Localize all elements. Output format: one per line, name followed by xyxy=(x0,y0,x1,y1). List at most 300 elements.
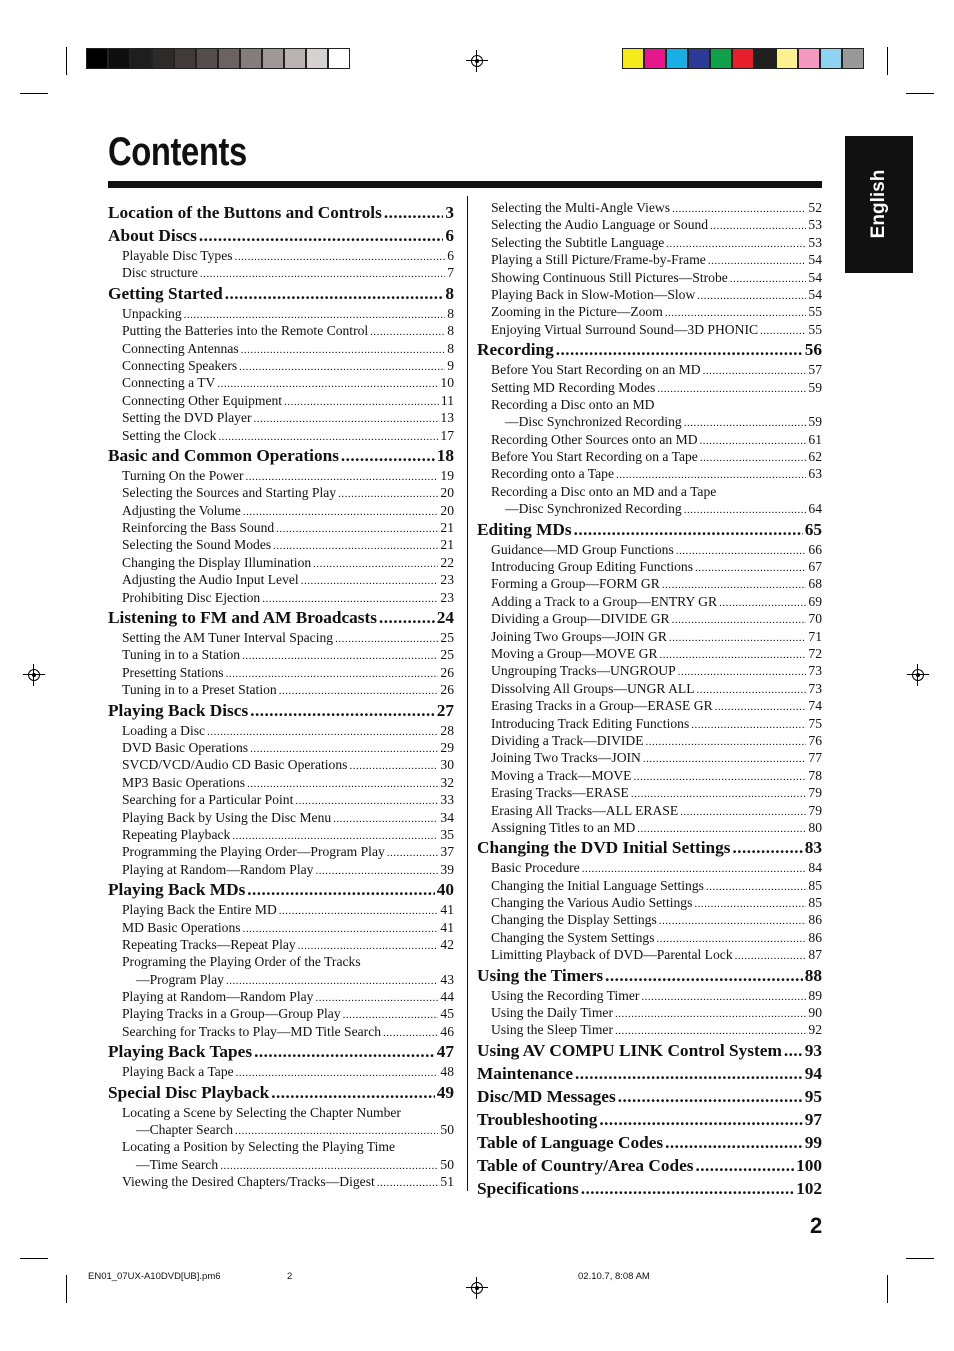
toc-entry-title: About Discs xyxy=(108,226,197,245)
toc-entry-title: Repeating Tracks—Repeat Play xyxy=(122,936,296,952)
dot-leader xyxy=(279,903,439,918)
toc-entry[interactable] xyxy=(477,269,822,286)
color-swatch xyxy=(798,48,820,69)
toc-entry-title: Unpacking xyxy=(122,305,182,321)
toc-section-entry[interactable] xyxy=(477,1039,822,1062)
dot-leader xyxy=(641,989,806,1004)
color-swatch xyxy=(174,48,196,69)
dot-leader xyxy=(301,573,439,588)
color-swatch xyxy=(688,48,710,69)
toc-entry-title: Using the Sleep Timer xyxy=(491,1022,613,1038)
toc-entry[interactable] xyxy=(108,519,454,536)
dot-leader xyxy=(719,595,806,610)
dot-leader xyxy=(243,921,439,936)
toc-entry[interactable] xyxy=(477,645,822,662)
toc-entry-page: 40 xyxy=(436,880,454,900)
toc-entry-page: 11 xyxy=(440,392,454,408)
toc-entry-wrapped[interactable] xyxy=(108,953,454,970)
toc-section-entry[interactable] xyxy=(108,606,454,629)
dot-leader xyxy=(696,1154,795,1177)
toc-entry-title: Setting MD Recording Modes xyxy=(491,379,656,395)
toc-section-entry[interactable] xyxy=(477,836,822,859)
toc-entry-page: 100 xyxy=(796,1155,822,1175)
toc-entry[interactable] xyxy=(477,946,822,963)
toc-entry[interactable] xyxy=(477,987,822,1004)
toc-entry-title: Connecting Other Equipment xyxy=(122,392,283,408)
toc-entry-title: Playing Back by Using the Disc Menu xyxy=(122,809,332,825)
toc-entry[interactable] xyxy=(477,628,822,645)
toc-entry[interactable] xyxy=(477,541,822,558)
toc-entry-page: 59 xyxy=(808,414,822,430)
toc-entry-title: Loading a Disc xyxy=(122,722,206,738)
toc-entry-page: 46 xyxy=(440,1023,454,1039)
toc-entry-wrapped[interactable] xyxy=(108,1138,454,1155)
toc-entry-page: 13 xyxy=(440,410,454,426)
dot-leader xyxy=(298,938,439,953)
toc-entry[interactable] xyxy=(477,465,822,482)
toc-entry-page: 26 xyxy=(440,682,454,698)
toc-section-entry[interactable] xyxy=(477,1154,822,1177)
toc-entry-page: 51 xyxy=(440,1174,454,1190)
toc-entry-title: Location of the Buttons and Controls xyxy=(108,203,382,222)
toc-entry-title: Joining Two Tracks—JOIN xyxy=(491,750,641,766)
dot-leader xyxy=(662,577,807,592)
toc-entry-title: Setting the Clock xyxy=(122,427,217,443)
toc-entry-title: Using the Daily Timer xyxy=(491,1005,613,1021)
toc-entry-page: 20 xyxy=(440,485,454,501)
toc-entry[interactable] xyxy=(477,859,822,876)
toc-entry[interactable] xyxy=(108,936,454,953)
toc-entry[interactable] xyxy=(108,919,454,936)
dot-leader xyxy=(703,363,807,378)
dot-leader xyxy=(383,1025,438,1040)
toc-entry-title: Before You Start Recording on a Tape xyxy=(491,449,698,465)
toc-entry-title: Before You Start Recording on an MD xyxy=(491,362,701,378)
toc-entry[interactable] xyxy=(108,809,454,826)
toc-entry[interactable] xyxy=(108,247,454,264)
toc-entry[interactable] xyxy=(477,911,822,928)
toc-entry-title: Dissolving All Groups—UNGR ALL xyxy=(491,680,695,696)
toc-entry[interactable] xyxy=(108,826,454,843)
toc-entry-title: Locating a Scene by Selecting the Chapter Number xyxy=(122,1104,401,1120)
dot-leader xyxy=(245,469,438,484)
color-swatch xyxy=(262,48,284,69)
toc-entry-title: Changing the DVD Initial Settings xyxy=(477,838,731,858)
dot-leader xyxy=(315,990,438,1005)
dot-leader xyxy=(684,415,807,430)
dot-leader xyxy=(218,429,438,444)
dot-leader xyxy=(217,376,438,391)
toc-entry-title: Recording a Disc onto an MD and a Tape xyxy=(491,483,717,499)
toc-entry-page: 6 xyxy=(447,248,454,263)
dot-leader xyxy=(220,1158,438,1173)
toc-entry[interactable] xyxy=(477,251,822,268)
toc-entry-title: Repeating Playback xyxy=(122,826,231,842)
toc-entry-page: 7 xyxy=(447,265,454,281)
registration-mark-icon xyxy=(469,1280,485,1296)
toc-entry-title: Searching for a Particular Point xyxy=(122,792,294,808)
toc-entry-title: —Time Search xyxy=(136,1156,219,1172)
toc-right-column xyxy=(477,199,822,1200)
toc-entry[interactable] xyxy=(108,392,454,409)
dot-leader xyxy=(262,591,438,606)
toc-entry-page: 93 xyxy=(804,1040,822,1060)
toc-entry[interactable] xyxy=(477,680,822,697)
toc-entry-continued[interactable] xyxy=(108,1121,454,1138)
toc-entry[interactable] xyxy=(108,681,454,698)
toc-entry[interactable] xyxy=(108,756,454,773)
toc-entry-page: 34 xyxy=(440,809,454,825)
toc-entry-title: Selecting the Audio Language or Sound xyxy=(491,217,709,233)
toc-section-entry[interactable] xyxy=(477,338,822,361)
dot-leader xyxy=(384,201,444,224)
toc-entry-title: Erasing All Tracks—ALL ERASE xyxy=(491,802,679,818)
toc-entry[interactable] xyxy=(108,536,454,553)
toc-entry[interactable] xyxy=(108,901,454,918)
toc-entry[interactable] xyxy=(477,749,822,766)
toc-entry[interactable] xyxy=(108,340,454,357)
toc-section-entry[interactable] xyxy=(477,1131,822,1154)
crop-mark xyxy=(66,47,67,75)
registration-mark-icon xyxy=(26,667,42,683)
registration-mark-icon xyxy=(910,667,926,683)
toc-entry[interactable] xyxy=(108,739,454,756)
toc-entry[interactable] xyxy=(108,1005,454,1022)
toc-entry-wrapped[interactable] xyxy=(108,1104,454,1121)
toc-entry-title: Showing Continuous Still Pictures—Strobe xyxy=(491,269,728,285)
dot-leader xyxy=(313,556,438,571)
toc-entry-page: 57 xyxy=(808,362,822,378)
crop-mark xyxy=(887,47,888,75)
toc-entry-title: Recording a Disc onto an MD xyxy=(491,396,655,412)
color-swatch xyxy=(130,48,152,69)
dot-leader xyxy=(207,724,438,739)
toc-entry[interactable] xyxy=(108,374,454,391)
toc-entry[interactable] xyxy=(108,264,454,281)
toc-entry-wrapped[interactable] xyxy=(477,483,822,500)
dot-leader xyxy=(660,647,807,662)
toc-entry-page: 35 xyxy=(440,826,454,842)
toc-section-entry[interactable] xyxy=(108,878,454,901)
toc-entry[interactable] xyxy=(477,894,822,911)
toc-entry-page: 86 xyxy=(808,929,822,945)
toc-section-entry[interactable] xyxy=(477,1177,822,1200)
toc-entry[interactable] xyxy=(108,861,454,878)
toc-entry-page: 41 xyxy=(440,919,454,935)
toc-entry[interactable] xyxy=(477,610,822,627)
toc-entry-title: Editing MDs xyxy=(477,519,572,539)
toc-entry-title: Playing Back Discs xyxy=(108,700,249,720)
dot-leader xyxy=(343,1007,439,1022)
toc-section-entry[interactable] xyxy=(108,699,454,722)
toc-entry[interactable] xyxy=(477,593,822,610)
toc-entry-title: Recording Other Sources onto an MD xyxy=(491,431,698,447)
dot-leader xyxy=(387,845,439,860)
toc-entry[interactable] xyxy=(477,732,822,749)
toc-entry-title: Using AV COMPU LINK Control System xyxy=(477,1040,782,1060)
toc-entry-page: 44 xyxy=(440,989,454,1005)
dot-leader xyxy=(370,324,445,339)
toc-entry[interactable] xyxy=(477,361,822,378)
toc-entry[interactable] xyxy=(108,791,454,808)
color-swatch xyxy=(710,48,732,69)
toc-entry[interactable] xyxy=(108,322,454,339)
toc-entry-title: Adjusting the Volume xyxy=(122,502,241,518)
toc-entry-page: 8 xyxy=(447,340,454,356)
toc-section-entry[interactable] xyxy=(108,444,454,467)
dot-leader xyxy=(273,538,438,553)
toc-entry-title: Introducing Track Editing Functions xyxy=(491,715,690,731)
toc-section-entry[interactable] xyxy=(108,1081,454,1104)
toc-entry[interactable] xyxy=(477,819,822,836)
toc-entry-page: 50 xyxy=(440,1122,454,1138)
toc-entry[interactable] xyxy=(477,286,822,303)
toc-section-entry[interactable] xyxy=(108,282,454,305)
toc-entry-page: 6 xyxy=(445,226,454,245)
toc-left-column xyxy=(108,201,454,1191)
toc-entry-page: 53 xyxy=(808,234,822,250)
toc-entry[interactable] xyxy=(477,1021,822,1038)
toc-entry-page: 102 xyxy=(796,1178,822,1198)
toc-entry[interactable] xyxy=(108,589,454,606)
toc-entry[interactable] xyxy=(108,722,454,739)
toc-entry[interactable] xyxy=(108,664,454,681)
toc-entry-title: —Disc Synchronized Recording xyxy=(505,501,682,517)
dot-leader xyxy=(676,543,807,558)
toc-entry[interactable] xyxy=(477,1004,822,1021)
dot-leader xyxy=(574,518,803,541)
toc-entry-page: 54 xyxy=(808,286,822,302)
toc-entry[interactable] xyxy=(477,802,822,819)
toc-entry-title: Playable Disc Types xyxy=(122,248,233,263)
dot-leader xyxy=(669,630,807,645)
toc-section-entry[interactable] xyxy=(108,1040,454,1063)
toc-entry[interactable] xyxy=(108,357,454,374)
toc-entry-continued[interactable] xyxy=(477,413,822,430)
toc-entry[interactable] xyxy=(477,431,822,448)
toc-entry-title: Tuning in to a Preset Station xyxy=(122,682,277,698)
toc-entry[interactable] xyxy=(477,303,822,320)
toc-section-entry[interactable] xyxy=(477,964,822,987)
dot-leader xyxy=(184,307,446,322)
toc-entry-title: Using the Recording Timer xyxy=(491,987,640,1003)
toc-entry-title: Putting the Batteries into the Remote Control xyxy=(122,323,369,339)
toc-section-entry[interactable] xyxy=(477,1062,822,1085)
dot-leader xyxy=(680,804,806,819)
toc-entry[interactable] xyxy=(108,554,454,571)
color-swatch xyxy=(86,48,108,69)
dot-leader xyxy=(250,741,438,756)
dot-leader xyxy=(706,879,806,894)
toc-entry-page: 74 xyxy=(808,698,822,714)
dot-leader xyxy=(225,282,444,305)
toc-entry-title: Special Disc Playback xyxy=(108,1082,270,1102)
toc-entry-continued[interactable] xyxy=(108,971,454,988)
dot-leader xyxy=(226,973,438,988)
toc-entry[interactable] xyxy=(477,199,822,216)
color-swatch xyxy=(196,48,218,69)
footer-date: 02.10.7, 8:08 AM xyxy=(578,1271,650,1282)
toc-entry[interactable] xyxy=(477,234,822,251)
dot-leader xyxy=(672,201,806,216)
color-swatch xyxy=(218,48,240,69)
toc-entry-title: Disc/MD Messages xyxy=(477,1086,616,1106)
toc-entry[interactable] xyxy=(477,784,822,801)
dot-leader xyxy=(279,683,439,698)
toc-entry-page: 8 xyxy=(445,283,454,303)
toc-entry-page: 59 xyxy=(808,379,822,395)
crop-mark xyxy=(906,93,934,94)
dot-leader xyxy=(678,664,807,679)
toc-entry-title: Adjusting the Audio Input Level xyxy=(122,572,299,588)
toc-entry-page: 21 xyxy=(440,537,454,553)
toc-entry[interactable] xyxy=(477,575,822,592)
toc-entry[interactable] xyxy=(108,467,454,484)
toc-section-entry[interactable] xyxy=(108,201,454,224)
toc-entry[interactable] xyxy=(477,321,822,338)
toc-entry[interactable] xyxy=(108,1023,454,1040)
toc-entry-title: Playing Back a Tape xyxy=(122,1064,234,1080)
toc-entry-title: Erasing Tracks in a Group—ERASE GR xyxy=(491,698,713,714)
toc-entry-title: Table of Country/Area Codes xyxy=(477,1155,694,1175)
toc-entry-page: 29 xyxy=(440,739,454,755)
toc-entry[interactable] xyxy=(108,571,454,588)
dot-leader xyxy=(784,1039,803,1062)
toc-entry-page: 84 xyxy=(808,860,822,876)
toc-entry-title: DVD Basic Operations xyxy=(122,739,249,755)
toc-entry-title: Reinforcing the Bass Sound xyxy=(122,520,275,536)
toc-entry-title: Connecting Speakers xyxy=(122,357,238,373)
toc-entry[interactable] xyxy=(477,448,822,465)
toc-entry-continued[interactable] xyxy=(477,500,822,517)
toc-entry-continued[interactable] xyxy=(108,1156,454,1173)
toc-entry-title: Recording onto a Tape xyxy=(491,466,614,482)
crop-mark xyxy=(20,93,48,94)
toc-entry[interactable] xyxy=(108,502,454,519)
dot-leader xyxy=(226,666,439,681)
toc-entry-page: 41 xyxy=(440,902,454,918)
toc-entry[interactable] xyxy=(108,1173,454,1190)
toc-entry[interactable] xyxy=(477,558,822,575)
toc-entry[interactable] xyxy=(108,409,454,426)
dot-leader xyxy=(633,769,806,784)
toc-entry-page: 64 xyxy=(808,501,822,517)
toc-entry-page: 86 xyxy=(808,912,822,928)
toc-entry-page: 79 xyxy=(808,802,822,818)
dot-leader xyxy=(241,342,446,357)
toc-entry-title: Enjoying Virtual Surround Sound—3D PHONIC xyxy=(491,321,759,337)
color-bar xyxy=(622,48,864,69)
dot-leader xyxy=(284,394,439,409)
dot-leader xyxy=(672,612,807,627)
toc-entry-title: Playing Back MDs xyxy=(108,880,246,900)
dot-leader xyxy=(735,948,807,963)
toc-entry[interactable] xyxy=(477,379,822,396)
toc-entry[interactable] xyxy=(477,877,822,894)
toc-entry-page: 75 xyxy=(808,715,822,731)
toc-entry[interactable] xyxy=(108,1063,454,1080)
toc-entry[interactable] xyxy=(108,427,454,444)
dot-leader xyxy=(338,486,438,501)
toc-entry[interactable] xyxy=(108,629,454,646)
toc-entry[interactable] xyxy=(108,646,454,663)
toc-entry-title: Searching for Tracks to Play—MD Title Search xyxy=(122,1023,382,1039)
toc-section-entry[interactable] xyxy=(477,518,822,541)
toc-entry-title: Changing the Initial Language Settings xyxy=(491,877,704,893)
toc-entry-page: 73 xyxy=(808,663,822,679)
toc-section-entry[interactable] xyxy=(477,1108,822,1131)
crop-mark xyxy=(20,1258,48,1259)
color-swatch xyxy=(666,48,688,69)
toc-entry-page: 30 xyxy=(440,757,454,773)
toc-entry[interactable] xyxy=(108,305,454,322)
toc-entry[interactable] xyxy=(477,767,822,784)
toc-entry-wrapped[interactable] xyxy=(477,396,822,413)
toc-entry[interactable] xyxy=(477,697,822,714)
toc-entry-title: Presetting Stations xyxy=(122,664,224,680)
toc-entry-page: 72 xyxy=(808,645,822,661)
toc-entry-title: Playing Back the Entire MD xyxy=(122,902,277,918)
toc-entry-title: Locating a Position by Selecting the Playing Time xyxy=(122,1139,395,1155)
dot-leader xyxy=(582,861,807,876)
toc-entry-page: 28 xyxy=(440,722,454,738)
toc-entry[interactable] xyxy=(477,662,822,679)
toc-entry-title: Changing the System Settings xyxy=(491,929,655,945)
toc-entry-page: 66 xyxy=(808,541,822,557)
dot-leader xyxy=(333,811,438,826)
toc-entry[interactable] xyxy=(477,715,822,732)
dot-leader xyxy=(235,1123,438,1138)
toc-entry-title: Joining Two Groups—JOIN GR xyxy=(491,628,667,644)
dot-leader xyxy=(760,323,806,338)
toc-entry[interactable] xyxy=(477,216,822,233)
toc-entry-page: 54 xyxy=(808,252,822,268)
dot-leader xyxy=(618,1085,803,1108)
toc-entry-title: Setting the AM Tuner Interval Spacing xyxy=(122,630,334,646)
dot-leader xyxy=(335,631,438,646)
toc-entry[interactable] xyxy=(477,929,822,946)
toc-entry-title: Using the Timers xyxy=(477,965,604,985)
dot-leader xyxy=(200,266,445,281)
toc-entry-page: 56 xyxy=(804,340,822,360)
toc-entry-title: Listening to FM and AM Broadcasts xyxy=(108,608,377,628)
toc-entry-page: 8 xyxy=(447,323,454,339)
toc-entry[interactable] xyxy=(108,843,454,860)
dot-leader xyxy=(691,717,806,732)
toc-entry-page: 89 xyxy=(808,987,822,1003)
color-swatch xyxy=(284,48,306,69)
color-swatch xyxy=(306,48,328,69)
toc-entry-title: Playing a Still Picture/Frame-by-Frame xyxy=(491,252,706,268)
toc-entry-title: Selecting the Subtitle Language xyxy=(491,234,665,250)
toc-section-entry[interactable] xyxy=(108,224,454,247)
toc-entry[interactable] xyxy=(108,988,454,1005)
dot-leader xyxy=(695,560,806,575)
dot-leader xyxy=(295,793,438,808)
toc-entry-title: Tuning in to a Station xyxy=(122,647,241,663)
dot-leader xyxy=(615,1006,806,1021)
color-swatch xyxy=(754,48,776,69)
toc-entry[interactable] xyxy=(108,484,454,501)
color-swatch xyxy=(842,48,864,69)
dot-leader xyxy=(708,253,807,268)
toc-section-entry[interactable] xyxy=(477,1085,822,1108)
crop-mark xyxy=(887,1275,888,1303)
toc-entry[interactable] xyxy=(108,774,454,791)
toc-entry-page: 9 xyxy=(447,357,454,373)
toc-entry-page: 55 xyxy=(808,304,822,320)
toc-entry-page: 83 xyxy=(804,838,822,858)
